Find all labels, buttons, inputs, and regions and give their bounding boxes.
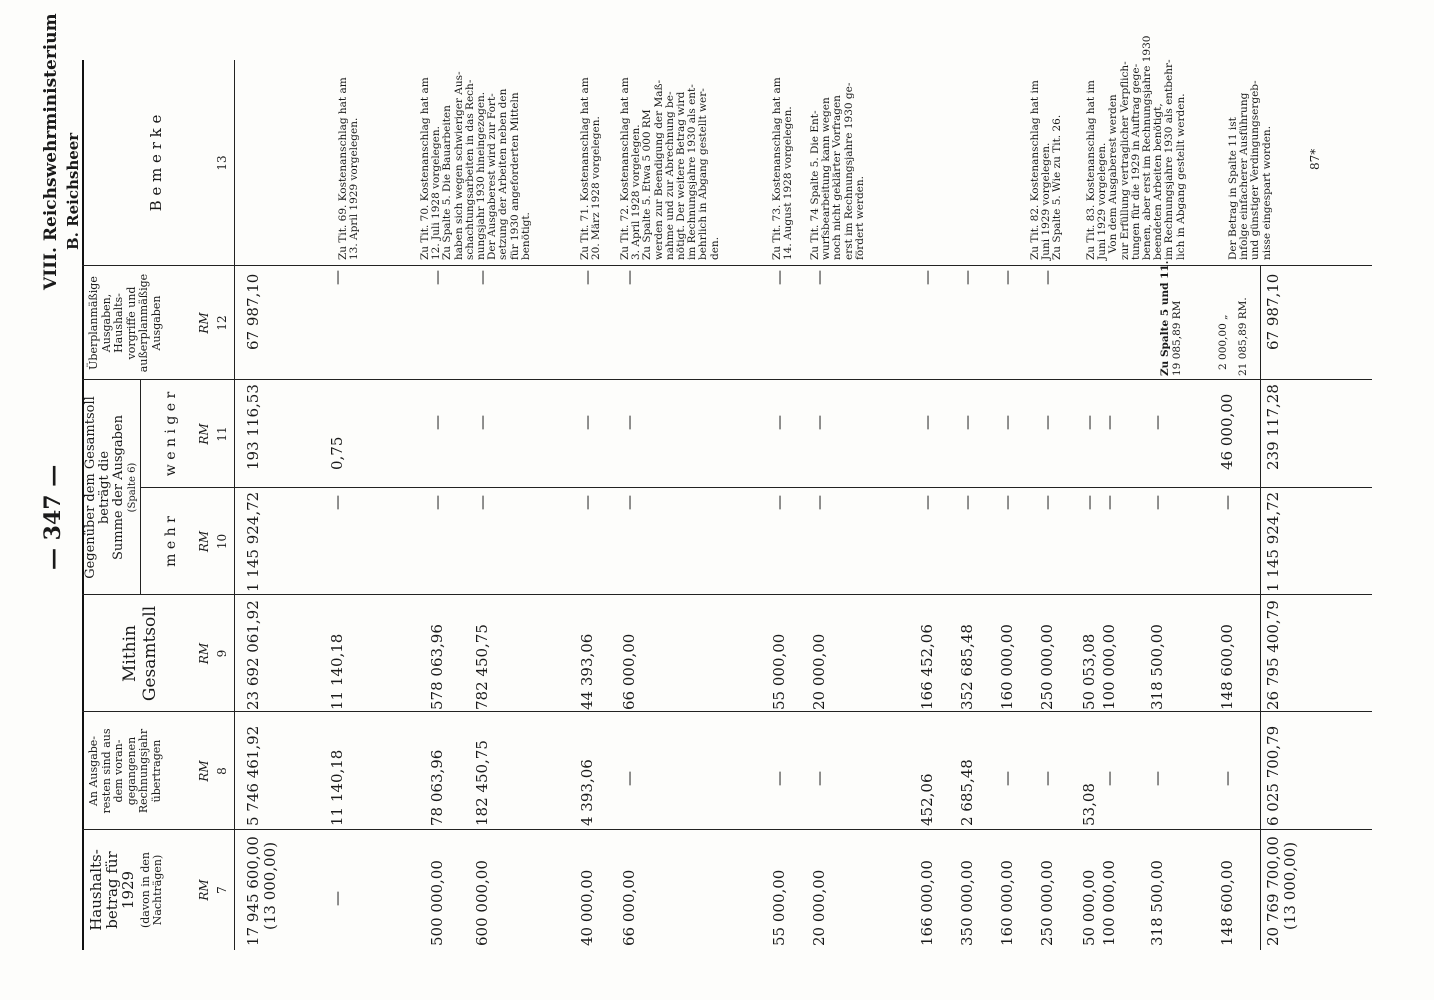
row-5-c12: — — [620, 270, 638, 285]
row-14-c8: — — [1148, 771, 1166, 786]
group-rule — [140, 380, 141, 595]
col-line-10-11 — [140, 487, 1372, 488]
remark-tit-71: Zu Tit. 71. Kostenanschlag hat am 20. März 1928 vorgelegen. — [579, 77, 603, 260]
top-total-c10: 1 145 924,72 — [244, 491, 262, 592]
header-col11: w e n i g e r — [163, 391, 179, 477]
row-9-c11: — — [958, 415, 976, 430]
header-col7 — [88, 830, 164, 950]
row-1-c10: — — [328, 495, 346, 510]
row-1-c7: — — [328, 891, 346, 906]
section-title: VIII. Reichswehrministerium — [41, 13, 61, 290]
row-4-c11: — — [578, 415, 596, 430]
col12-note-b: 19 085,89 RM — [1171, 300, 1183, 376]
row-6-c11: — — [770, 415, 788, 430]
row-12-c10: — — [1080, 495, 1098, 510]
row-10-c7: 160 000,00 — [998, 860, 1016, 946]
row-4-c8: 4 393,06 — [578, 759, 596, 826]
col-line-8-9 — [82, 711, 1372, 712]
row-11-c10: — — [1038, 495, 1056, 510]
row-7-c12: — — [810, 270, 828, 285]
bottom-total-rule — [1260, 266, 1261, 950]
remark-end: Der Betrag in Spalte 11 ist infolge einfacherer Ausführung und günstiger Verdingungsergeb- nisse eingespart worden. — [1227, 80, 1273, 260]
num-col13: 13 — [215, 155, 229, 171]
footer-page: 87* — [1308, 148, 1322, 170]
row-9-c9: 352 685,48 — [958, 624, 976, 710]
bottom-total-c9: 26 795 400,79 — [1264, 600, 1282, 710]
row-3-c10: — — [473, 495, 491, 510]
row-8-c12: — — [918, 270, 936, 285]
row-7-c10: — — [810, 495, 828, 510]
row-14-c9: 318 500,00 — [1148, 624, 1166, 710]
row-13-c7: 100 000,00 — [1100, 860, 1118, 946]
header-col8: An Ausgabe- resten sind aus dem voran- gegangenen Rechnungsjahr übertragen — [87, 728, 163, 814]
row-6-c9: 55 000,00 — [770, 633, 788, 710]
row-8-c7: 166 000,00 — [918, 860, 936, 946]
row-7-c11: — — [810, 415, 828, 430]
num-col10: 10 — [215, 533, 229, 550]
row-10-c8: — — [998, 771, 1016, 786]
row-5-c8: — — [620, 771, 638, 786]
row-1-c12: — — [328, 270, 346, 285]
row-1-c9: 11 140,18 — [328, 633, 346, 710]
row-7-c9: 20 000,00 — [810, 633, 828, 710]
row-3-c11: — — [473, 415, 491, 430]
row-8-c11: — — [918, 415, 936, 430]
row-13-c10: — — [1100, 495, 1118, 510]
row-11-c7: 250 000,00 — [1038, 860, 1056, 946]
row-11-c12: — — [1038, 270, 1056, 285]
remark-tit-69: Zu Tit. 69. Kostenanschlag hat am 13. April 1929 vorgelegen. — [337, 77, 361, 260]
row-12-c8: 53,08 — [1080, 783, 1098, 826]
header-bottom-rule — [234, 60, 235, 950]
row-10-c9: 160 000,00 — [998, 624, 1016, 710]
row-11-c9: 250 000,00 — [1038, 624, 1056, 710]
row-8-c9: 166 452,06 — [918, 624, 936, 710]
row-4-c7: 40 000,00 — [578, 869, 596, 946]
unit-col8: RM — [197, 760, 211, 782]
bottom-total-c7: 20 769 700,00 — [1264, 836, 1282, 946]
row-15-c9: 148 600,00 — [1218, 624, 1236, 710]
row-6-c8: — — [770, 771, 788, 786]
row-9-c8: 2 685,48 — [958, 759, 976, 826]
row-3-c9: 782 450,75 — [473, 624, 491, 710]
num-col8: 8 — [215, 767, 229, 775]
remark-tit-74: Zu Tit. 74 Spalte 5. Die Ent- wurfsbearbeitung kann wegen noch nicht geklärter Vorfragen erst im Rechnungsjahre 1930 ge- fördert werden. — [809, 82, 866, 260]
col-line-7-8 — [82, 829, 1372, 830]
row-1-c8: 11 140,18 — [328, 749, 346, 826]
row-5-c11: — — [620, 415, 638, 430]
row-13-c9: 100 000,00 — [1100, 624, 1118, 710]
num-col9: 9 — [215, 649, 229, 658]
row-11-c8: — — [1038, 771, 1056, 786]
rotated-table — [40, 13, 1370, 950]
row-2-c10: — — [428, 495, 446, 510]
remark-tit-82: Zu Tit. 82. Kostenanschlag hat im Juni 1929 vorgelegen. Zu Spalte 5. Wie zu Tit. 26. — [1029, 80, 1064, 260]
row-12-c7: 50 000,00 — [1080, 869, 1098, 946]
row-15-c8: — — [1218, 771, 1236, 786]
row-9-c7: 350 000,00 — [958, 860, 976, 946]
row-4-c10: — — [578, 495, 596, 510]
header-col7-sub: (davon in den Nachträgen) — [139, 851, 164, 929]
header-col12: Überplanmäßige Ausgaben, Haushalts- vorgriffe und außerplanmäßige Ausgaben — [87, 273, 163, 373]
row-7-c7: 20 000,00 — [810, 869, 828, 946]
row-14-c7: 318 500,00 — [1148, 860, 1166, 946]
row-10-c11: — — [998, 415, 1016, 430]
unit-col11: RM — [197, 423, 211, 445]
unit-col7: RM — [197, 879, 211, 901]
top-total-c8: 5 746 461,92 — [244, 725, 262, 826]
row-15-c7: 148 600,00 — [1218, 860, 1236, 946]
col12-note-a: Zu Spalte 5 und 11. — [1159, 260, 1171, 376]
col12-note-c: 2 000,00 „ — [1217, 314, 1229, 370]
row-3-c12: — — [473, 270, 491, 285]
top-total-c9: 23 692 061,92 — [244, 600, 262, 710]
bottom-total-c7b: (13 000,00) — [1281, 841, 1299, 930]
digitization-note — [1400, 0, 1430, 1000]
bottom-total-c10: 1 145 924,72 — [1264, 491, 1282, 592]
row-5-c10: — — [620, 495, 638, 510]
header-col9: Mithin Gesamtsoll — [120, 605, 160, 702]
bottom-total-c8: 6 025 700,79 — [1264, 725, 1282, 826]
bottom-total-c12: 67 987,10 — [1264, 273, 1282, 350]
row-4-c9: 44 393,06 — [578, 633, 596, 710]
row-14-c11: — — [1148, 415, 1166, 430]
remark-tit-72: Zu Tit. 72. Kostenanschlag hat am 3. April 1928 vorgelegen. Zu Spalte 5. Etwa 5 000 RM werden zur Beendigung der Maß- nahme und zur Abrechnung be- nötigt. Der weitere Betrag wird im Rechnungsjahre 1930 als ent- behrlich in Abgang gestellt wer- den. — [619, 77, 721, 260]
row-2-c8: 78 063,96 — [428, 749, 446, 826]
header-col10: m e h r — [163, 516, 179, 567]
row-8-c8: 452,06 — [918, 773, 936, 826]
row-9-c10: — — [958, 495, 976, 510]
row-6-c10: — — [770, 495, 788, 510]
row-13-c8: — — [1100, 771, 1118, 786]
row-6-c12: — — [770, 270, 788, 285]
row-15-c11: 46 000,00 — [1218, 393, 1236, 470]
row-6-c7: 55 000,00 — [770, 869, 788, 946]
row-1-c11: 0,75 — [328, 436, 346, 470]
remark-tit-73: Zu Tit. 73. Kostenanschlag hat am 14. August 1928 vorgelegen. — [771, 77, 795, 260]
header-group-sub: (Spalte 6) — [127, 462, 138, 513]
remark-tit-83: Zu Tit. 83. Kostenanschlag hat im Juni 1929 vorgelegen. Von dem Ausgaberest werden zur Erfüllung vertraglicher Verpflich- tungen für die 1929 in Auftrag gege- benen, aber erst im Rechnungsjahre 1930 beendeten Arbeiten benötigt, im Rechnungsjahre 1930 als entbehr- lich in Abgang gestellt werden. — [1085, 35, 1187, 260]
row-10-c10: — — [998, 495, 1016, 510]
col-line-11-12 — [82, 379, 1372, 380]
row-15-c10: — — [1218, 495, 1236, 510]
row-9-c12: — — [958, 270, 976, 285]
header-group-title: Gegenüber dem Gesamtsoll beträgt die Summe der Ausgaben — [83, 396, 126, 579]
row-7-c8: — — [810, 771, 828, 786]
row-2-c11: — — [428, 415, 446, 430]
subsection-title: B. Reichsheer — [64, 132, 82, 250]
row-12-c9: 50 053,08 — [1080, 633, 1098, 710]
row-14-c10: — — [1148, 495, 1166, 510]
row-5-c7: 66 000,00 — [620, 869, 638, 946]
row-10-c12: — — [998, 270, 1016, 285]
col-line-9-10 — [82, 594, 1372, 595]
unit-col12: RM — [197, 312, 211, 334]
row-11-c11: — — [1038, 415, 1056, 430]
row-3-c7: 600 000,00 — [473, 860, 491, 946]
header-group — [84, 380, 139, 595]
col12-note-d: 21 085,89 RM. — [1237, 297, 1249, 376]
num-col7: 7 — [215, 886, 229, 894]
top-total-c12: 67 987,10 — [244, 273, 262, 350]
top-total-c11: 193 116,53 — [244, 384, 262, 470]
top-total-c7b: (13 000,00) — [261, 841, 279, 930]
remark-tit-70: Zu Tit. 70. Kostenanschlag hat am 12. Juli 1928 vorgelegen. Zu Spalte 5. Die Bauarbeiten haben sich wegen schwieriger Aus- schachtungsarbeiten in das Rech- nungsjahr 1930 hineingezogen. Der Ausgaberest wird zur Fort- setzung der Arbeiten neben den für 1930 angeforderten Mitteln benötigt. — [419, 71, 532, 260]
row-4-c12: — — [578, 270, 596, 285]
row-12-c11: — — [1080, 415, 1098, 430]
row-5-c9: 66 000,00 — [620, 633, 638, 710]
page-number: — 347 — — [40, 464, 66, 570]
unit-col9: RM — [197, 642, 211, 665]
top-total-c7: 17 945 600,00 — [244, 836, 262, 946]
bottom-total-c11: 239 117,28 — [1264, 384, 1282, 470]
row-2-c7: 500 000,00 — [428, 860, 446, 946]
num-col12: 12 — [215, 315, 229, 331]
col-line-12-13 — [82, 265, 1372, 266]
row-8-c10: — — [918, 495, 936, 510]
row-13-c11: — — [1100, 415, 1118, 430]
header-col7-title: Haushalts- betrag für 1929 — [87, 849, 137, 931]
header-col13: B e m e r k e — [147, 114, 165, 212]
row-2-c12: — — [428, 270, 446, 285]
unit-col10: RM — [197, 530, 211, 553]
row-2-c9: 578 063,96 — [428, 624, 446, 710]
row-3-c8: 182 450,75 — [473, 740, 491, 826]
num-col11: 11 — [215, 426, 229, 442]
